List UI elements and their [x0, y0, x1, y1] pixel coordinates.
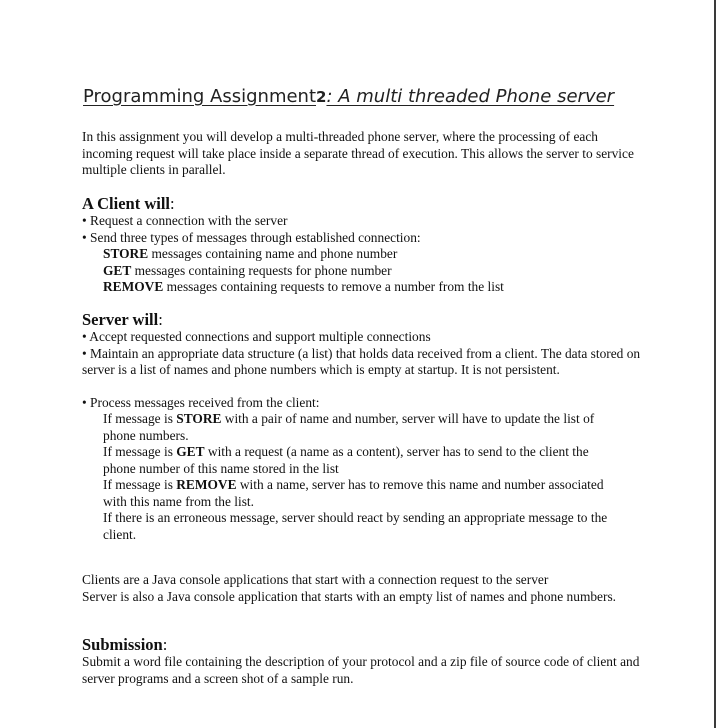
clients-note-1: Clients are a Java console applications that start with a connection request to the server: [82, 572, 549, 587]
client-heading: A Client will:: [82, 194, 175, 213]
server-heading: Server will:: [82, 310, 163, 329]
server-bullet-2: • Maintain an appropriate data structure (a list) that holds data received from a client. The data stored on server is a list of names and phone numbers which is empty at startup. It is not persistent.: [82, 345, 641, 377]
server-bullet-3: • Process messages received from the client:: [82, 394, 320, 410]
clients-note: [82, 572, 642, 605]
title-main: Programming Assignment: [83, 86, 317, 107]
page-title: [83, 86, 614, 107]
server-store-rule: If message is STORE with a pair of name and number, server will have to update the list of phone numbers.: [103, 411, 595, 443]
client-get-line: GET messages containing requests for phone number: [103, 262, 392, 278]
clients-note-2: Server is also a Java console application that starts with an empty list of names and phone numbers.: [82, 588, 617, 604]
client-bullet-2: • Send three types of messages through established connection:: [82, 229, 421, 245]
client-section: [82, 195, 642, 296]
client-bullet-1: • Request a connection with the server: [82, 213, 288, 228]
server-error-rule: If there is an erroneous message, server should react by sending an appropriate message to the client.: [103, 510, 608, 542]
submission-heading: Submission:: [82, 635, 168, 654]
client-store-line: STORE messages containing name and phone number: [103, 246, 398, 261]
server-section: [82, 311, 642, 543]
title-rest: : A multi threaded Phone server: [326, 86, 615, 107]
client-remove-line: REMOVE messages containing requests to remove a number from the list: [103, 279, 504, 294]
submission-section: [82, 636, 642, 687]
submission-text: Submit a word file containing the description of your protocol and a zip file of source code of client and server programs and a screen shot of a sample run.: [82, 654, 640, 686]
server-remove-rule: If message is REMOVE with a name, server has to remove this name and number associated with this name from the list.: [103, 477, 604, 509]
server-bullet-1: • Accept requested connections and support multiple connections: [82, 329, 431, 344]
title-number: 2: [316, 88, 327, 106]
intro-paragraph: In this assignment you will develop a multi-threaded phone server, where the processing of each incoming request will take place inside a separate thread of execution. This allows the server to service multiple clients in parallel.: [82, 129, 634, 177]
server-get-rule: If message is GET with a request (a name as a content), server has to send to the client the phone number of this name stored in the list: [103, 444, 589, 476]
